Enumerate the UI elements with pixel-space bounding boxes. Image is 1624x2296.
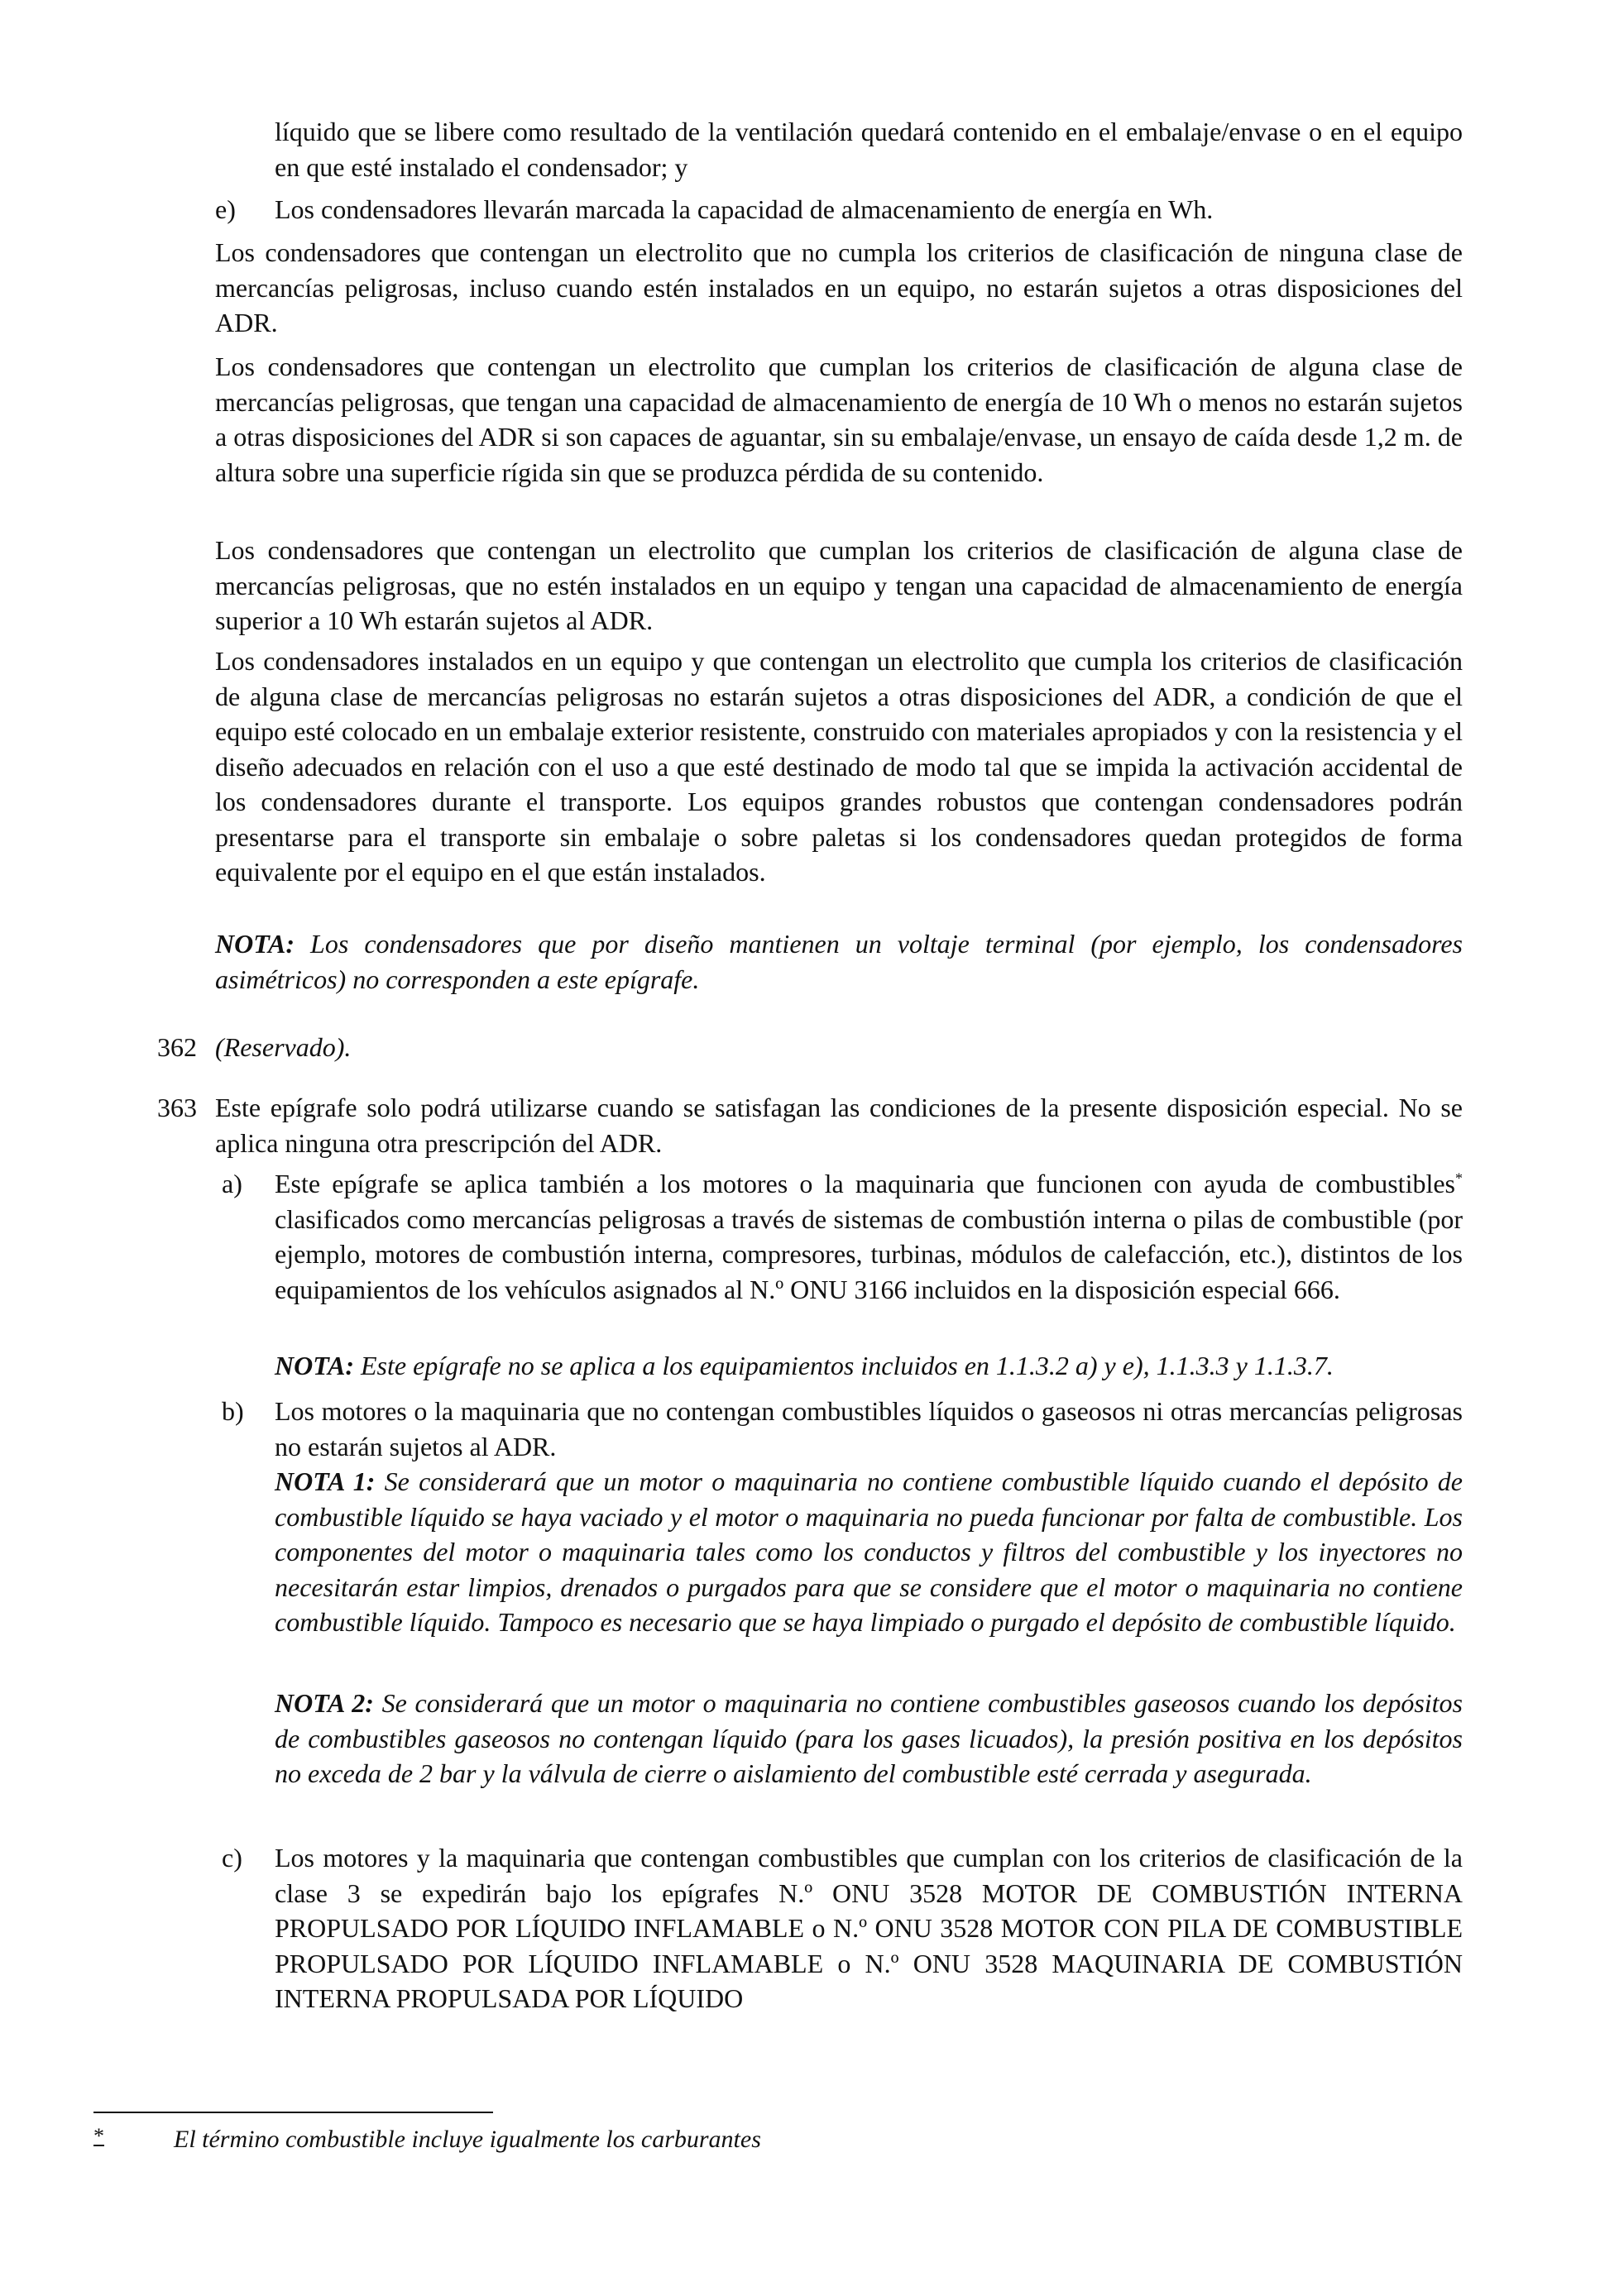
section-363-intro: Este epígrafe solo podrá utilizarse cuando se satisfagan las condiciones de la presente disposición especial. No se aplica ninguna otra prescripción del ADR. xyxy=(215,1093,1463,1158)
footnote-divider xyxy=(93,2112,493,2113)
section-363-number: 363 xyxy=(157,1093,197,1122)
item-a-note-label: NOTA: xyxy=(275,1351,354,1380)
note-condensadores xyxy=(215,926,1463,997)
item-e-label: e) xyxy=(215,194,236,224)
paragraph-4: Los condensadores instalados en un equipo y que contengan un electrolito que cumpla los criterios de clasificación de alguna clase de mercancías peligrosas no estarán sujetos a otras disposiciones del ADR, a condición de que el equipo esté colocado en un embalaje exterior resistente, construido con materiales apropiados y con la resistencia y el diseño adecuados en relación con el uso a que esté destinado de modo tal que se impida la activación accidental de los condensadores durante el transporte. Los equipos grandes robustos que contengan condensadores podrán presentarse para el transporte sin embalaje o sobre paletas si los condensadores quedan protegidos de forma equivalente por el equipo en el que están instalados. xyxy=(215,646,1463,887)
item-a-note-text: Este epígrafe no se aplica a los equipamientos incluidos en 1.1.3.2 a) y e), 1.1.3.3 y 1.1.3.7. xyxy=(354,1351,1334,1380)
continuation-paragraph: líquido que se libere como resultado de la ventilación quedará contenido en el embalaje/envase o en el equipo en que esté instalado el condensador; y xyxy=(275,117,1463,182)
item-a-note xyxy=(275,1348,1463,1384)
item-b-label: b) xyxy=(222,1396,244,1426)
item-c-text: Los motores y la maquinaria que contengan combustibles que cumplan con los criterios de clasificación de la clase 3 se expedirán bajo los epígrafes N.º ONU 3528 MOTOR DE COMBUSTIÓN INTERNA PROPULSADO POR LÍQUIDO INFLAMABLE o N.º ONU 3528 MOTOR CON PILA DE COMBUSTIBLE PROPULSADO POR LÍQUIDO INFLAMABLE o N.º ONU 3528 MAQUINARIA DE COMBUSTIÓN INTERNA PROPULSADA POR LÍQUIDO xyxy=(275,1843,1463,2013)
item-a-label: a) xyxy=(222,1169,242,1198)
item-b-text: Los motores o la maquinaria que no contengan combustibles líquidos o gaseosos ni otras mercancías peligrosas no estarán sujetos al ADR. xyxy=(275,1396,1463,1461)
note-text: Los condensadores que por diseño mantienen un voltaje terminal (por ejemplo, los condensadores asimétricos) no corresponden a este epígrafe. xyxy=(215,929,1463,994)
item-b-note-1-label: NOTA 1: xyxy=(275,1466,376,1496)
item-b-note-2-text: Se considerará que un motor o maquinaria no contiene combustibles gaseosos cuando los depósitos de combustibles gaseosos no contengan líquido (para los gases licuados), la presión positiva en los depósitos no exceda de 2 bar y la válvula de cierre o aislamiento del combustible esté cerrada y asegurada. xyxy=(275,1688,1464,1788)
footnote-ref: * xyxy=(1455,1170,1463,1187)
footnote-mark: * xyxy=(93,2124,104,2148)
section-362-number: 362 xyxy=(157,1032,197,1062)
item-b-note-1-text: Se considerará que un motor o maquinaria no contiene combustible líquido cuando el depósito de combustible líquido se haya vaciado y el motor o maquinaria no pueda funcionar por falta de combustible. Los componentes del motor o maquinaria tales como los conductos y filtros del combustible y los inyectores no necesitarán estar limpios, drenados o purgados para que se considere que el motor o maquinaria no contiene combustible líquido. Tampoco es necesario que se haya limpiado o purgado el depósito de combustible líquido. xyxy=(275,1466,1464,1637)
section-362-text: (Reservado). xyxy=(215,1032,352,1062)
item-b-note-2-label: NOTA 2: xyxy=(275,1688,374,1718)
footnote-text: El término combustible incluye igualmente los carburantes xyxy=(174,2126,761,2153)
item-e-text: Los condensadores llevarán marcada la capacidad de almacenamiento de energía en Wh. xyxy=(275,194,1214,224)
item-a-text: Este epígrafe se aplica también a los motores o la maquinaria que funcionen con ayuda de combustibles* clasificados como mercancías peligrosas a través de sistemas de combustión interna o pilas de combustible (por ejemplo, motores de combustión interna, compresores, turbinas, módulos de calefacción, etc.), distintos de los equipamientos de los vehículos asignados al N.º ONU 3166 incluidos en la disposición especial 666. xyxy=(275,1169,1463,1304)
item-b-note-2 xyxy=(275,1686,1463,1791)
paragraph-1: Los condensadores que contengan un electrolito que no cumpla los criterios de clasificación de ninguna clase de mercancías peligrosas, incluso cuando estén instalados en un equipo, no estarán sujetos a otras disposiciones del ADR. xyxy=(215,237,1463,337)
item-c-label: c) xyxy=(222,1843,242,1873)
item-b-note-1 xyxy=(275,1464,1463,1640)
note-label: NOTA: xyxy=(215,929,295,959)
paragraph-3: Los condensadores que contengan un electrolito que cumplan los criterios de clasificación de alguna clase de mercancías peligrosas, que no estén instalados en un equipo y tengan una capacidad de almacenamiento de energía superior a 10 Wh estarán sujetos al ADR. xyxy=(215,535,1463,635)
paragraph-2: Los condensadores que contengan un electrolito que cumplan los criterios de clasificación de alguna clase de mercancías peligrosas, que tengan una capacidad de almacenamiento de energía de 10 Wh o menos no estarán sujetos a otras disposiciones del ADR si son capaces de aguantar, sin su embalaje/envase, un ensayo de caída desde 1,2 m. de altura sobre una superficie rígida sin que se produzca pérdida de su contenido. xyxy=(215,352,1463,487)
